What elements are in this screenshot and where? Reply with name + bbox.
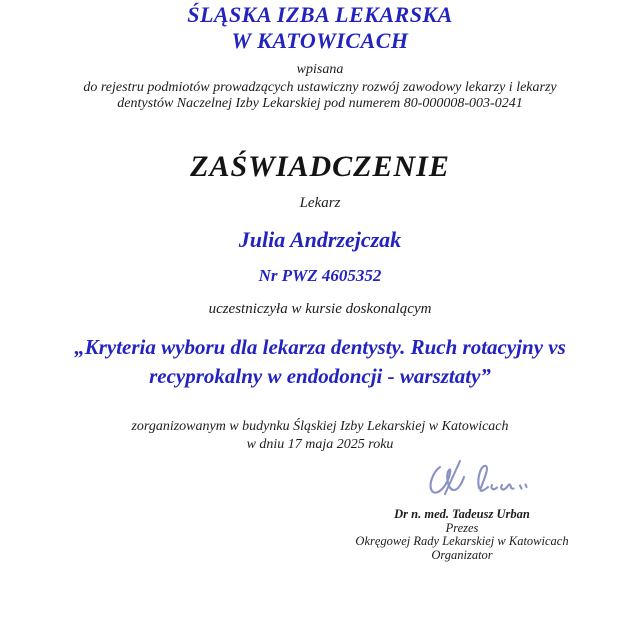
course-title-line2: recyprokalny w endodoncji - warsztaty”: [149, 364, 491, 388]
registry-text-line1: do rejestru podmiotów prowadzących ustawiczny rozwój zawodowy lekarzy i lekarzy: [83, 80, 557, 95]
signatory-title: Prezes: [445, 520, 479, 535]
organization-title: [0, 2, 640, 54]
signatory-role: Organizator: [431, 547, 493, 562]
course-title-line1: „Kryteria wyboru dla lekarza dentysty. Ruch rotacyjny vs: [74, 335, 566, 359]
signatory-block: [292, 508, 632, 562]
person-name: Julia Andrzejczak: [238, 227, 402, 252]
signatory-name: Dr n. med. Tadeusz Urban: [394, 507, 530, 521]
participation-text: uczestniczyła w kursie doskonalącym: [208, 301, 432, 317]
license-number: Nr PWZ 4605352: [258, 266, 382, 285]
handwritten-signature-icon: [424, 458, 536, 504]
course-title: [0, 333, 640, 391]
venue-text: [0, 418, 640, 453]
signatory-organization: Okręgowej Rady Lekarskiej w Katowicach: [355, 534, 569, 549]
organization-title-line2: W KATOWICACH: [231, 28, 409, 53]
venue-line2: w dniu 17 maja 2025 roku: [246, 436, 394, 452]
role-label: Lekarz: [299, 195, 341, 211]
registry-text-line2: dentystów Naczelnej Izby Lekarskiej pod numerem 80-000008-003-0241: [117, 95, 523, 111]
venue-line1: zorganizowanym w budynku Śląskiej Izby Lekarskiej w Katowicach: [131, 419, 509, 434]
certificate-heading: ZAŚWIADCZENIE: [190, 150, 450, 183]
registry-intro: wpisana: [296, 62, 344, 77]
organization-title-line1: ŚLĄSKA IZBA LEKARSKA: [187, 2, 453, 27]
registry-text: [0, 80, 640, 111]
